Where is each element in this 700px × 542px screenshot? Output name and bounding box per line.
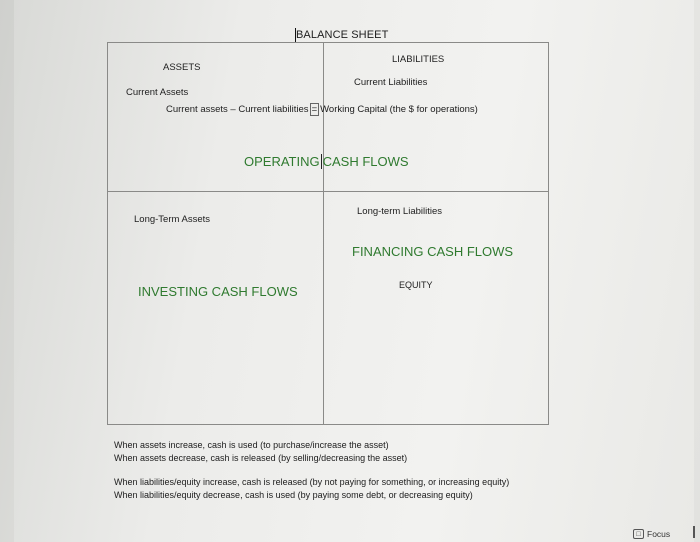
formula-equals-sign: =: [311, 104, 318, 115]
liabilities-header: LIABILITIES: [392, 54, 445, 65]
table-vertical-divider: [323, 43, 324, 425]
operating-word: OPERATING: [244, 154, 320, 169]
note-liabilities-increase: When liabilities/equity increase, cash is released (by not paying for something, or increasing equity): [114, 477, 510, 487]
table-horizontal-divider: [108, 191, 549, 192]
investing-cash-flows-heading: INVESTING CASH FLOWS: [138, 284, 298, 299]
focus-button[interactable]: [633, 527, 670, 541]
sheet-title: BALANCE SHEET: [296, 29, 389, 41]
equity-label: EQUITY: [399, 280, 433, 290]
working-capital-formula: [166, 104, 478, 115]
balance-sheet-table: [107, 42, 549, 425]
cash-flow-notes: [114, 439, 509, 502]
formula-right: Working Capital (the $ for operations): [320, 104, 478, 115]
current-liabilities-label: Current Liabilities: [354, 77, 428, 88]
focus-icon: □: [633, 529, 644, 539]
focus-label: Focus: [647, 529, 671, 539]
operating-cash-flows-heading: [244, 154, 409, 169]
text-cursor-ibeam: [321, 154, 322, 169]
formula-left: Current assets – Current liabilities: [166, 104, 309, 115]
assets-header: ASSETS: [163, 62, 201, 73]
note-assets-decrease: When assets decrease, cash is released (by selling/decreasing the asset): [114, 453, 408, 463]
current-assets-label: Current Assets: [126, 87, 189, 98]
long-term-assets-label: Long-Term Assets: [134, 214, 211, 225]
note-liabilities-decrease: When liabilities/equity decrease, cash is used (by paying some debt, or decreasing equity): [114, 490, 473, 500]
cash-flows-word: CASH FLOWS: [322, 154, 409, 169]
long-term-liabilities-label: Long-term Liabilities: [357, 206, 443, 217]
page-edge-marker: [693, 526, 695, 538]
financing-cash-flows-heading: FINANCING CASH FLOWS: [352, 244, 514, 259]
note-assets-increase: When assets increase, cash is used (to purchase/increase the asset): [114, 440, 389, 450]
